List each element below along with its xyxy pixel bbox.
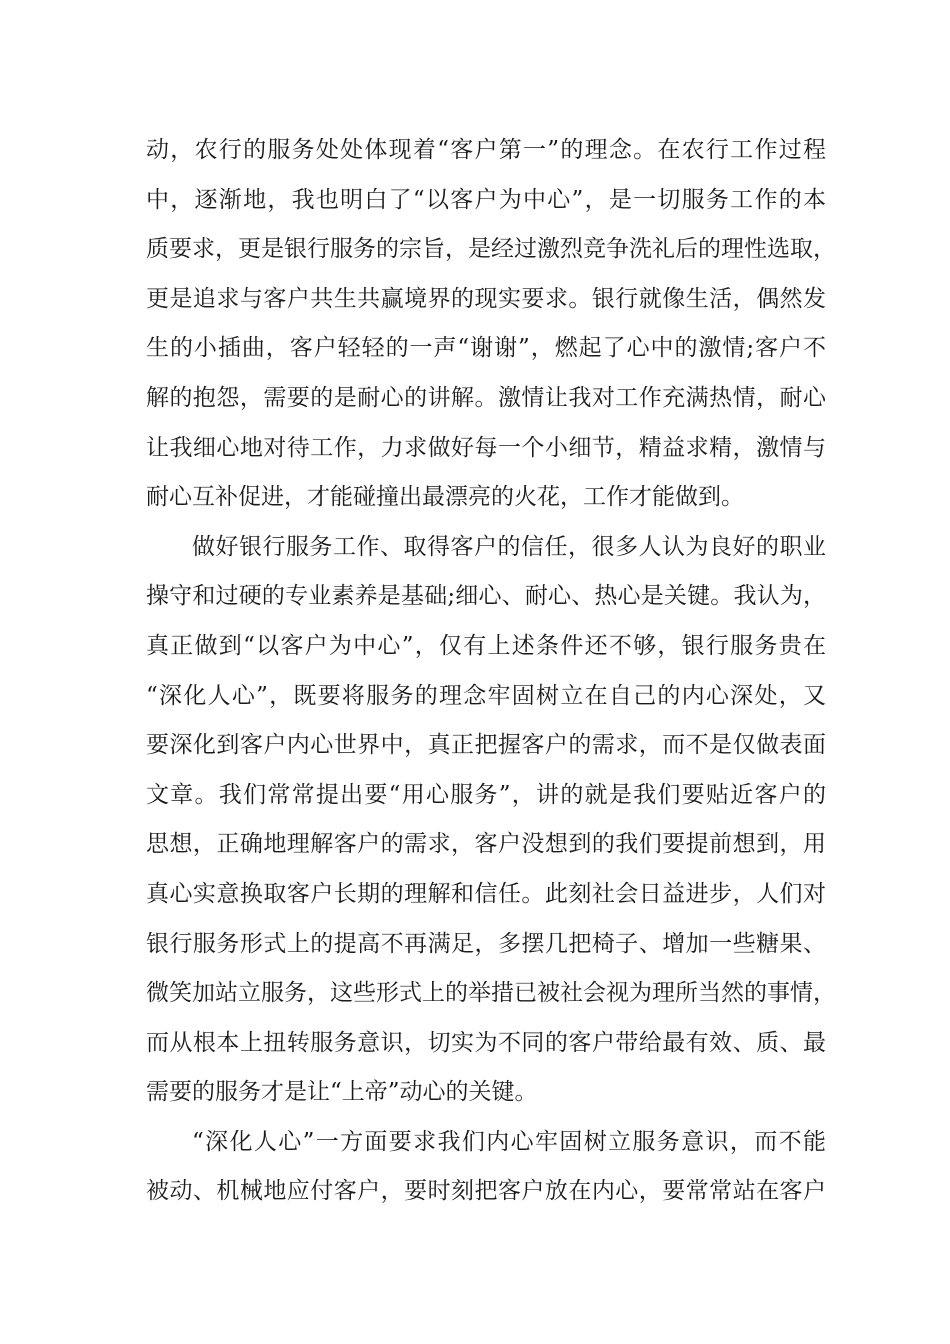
text-line: “深化人心”，既要将服务的理念牢固树立在自己的内心深处，又 [146,682,826,709]
text-line: 文章。我们常常提出要“用心服务”，讲的就是我们要贴近客户的 [146,781,826,808]
text-line: 操守和过硬的专业素养是基础;细心、耐心、热心是关键。我认为， [146,583,826,610]
text-line: 被动、机械地应付客户，要时刻把客户放在内心，要常常站在客户 [146,1178,826,1205]
text-line: 需要的服务才是让“上帝”动心的关键。 [146,1079,538,1106]
text-line: 生的小插曲，客户轻轻的一声“谢谢”，燃起了心中的激情;客户不 [146,335,826,362]
text-line: 真正做到“以客户为中心”，仅有上述条件还不够，银行服务贵在 [146,632,826,659]
paragraph-first-line: 做好银行服务工作、取得客户的信任，很多人认为良好的职业 [192,533,826,560]
text-line: 中，逐渐地，我也明白了“以客户为中心”，是一切服务工作的本 [146,186,826,213]
text-line: 更是追求与客户共生共赢境界的现实要求。银行就像生活，偶然发 [146,285,826,312]
text-line: 银行服务形式上的提高不再满足，多摆几把椅子、增加一些糖果、 [146,930,826,957]
text-line: 要深化到客户内心世界中，真正把握客户的需求，而不是仅做表面 [146,732,826,759]
text-line: 动，农行的服务处处体现着“客户第一”的理念。在农行工作过程 [146,137,826,163]
text-line: 让我细心地对待工作，力求做好每一个小细节，精益求精，激情与 [146,434,826,461]
document-body [146,126,836,1217]
text-line: 微笑加站立服务，这些形式上的举措已被社会视为理所当然的事情， [146,980,836,1007]
paragraph-first-line: “深化人心”一方面要求我们内心牢固树立服务意识，而不能 [192,1128,826,1155]
text-line: 耐心互补促进，才能碰撞出最漂亮的火花，工作才能做到。 [146,484,744,511]
text-line: 思想，正确地理解客户的需求，客户没想到的我们要提前想到，用 [146,831,826,858]
text-line: 而从根本上扭转服务意识，切实为不同的客户带给最有效、质、最 [146,1029,826,1056]
text-line: 真心实意换取客户长期的理解和信任。此刻社会日益进步，人们对 [146,880,826,907]
text-line: 质要求，更是银行服务的宗旨，是经过激烈竞争洗礼后的理性选取， [146,236,836,263]
text-line: 解的抱怨，需要的是耐心的讲解。激情让我对工作充满热情，耐心 [146,384,826,411]
